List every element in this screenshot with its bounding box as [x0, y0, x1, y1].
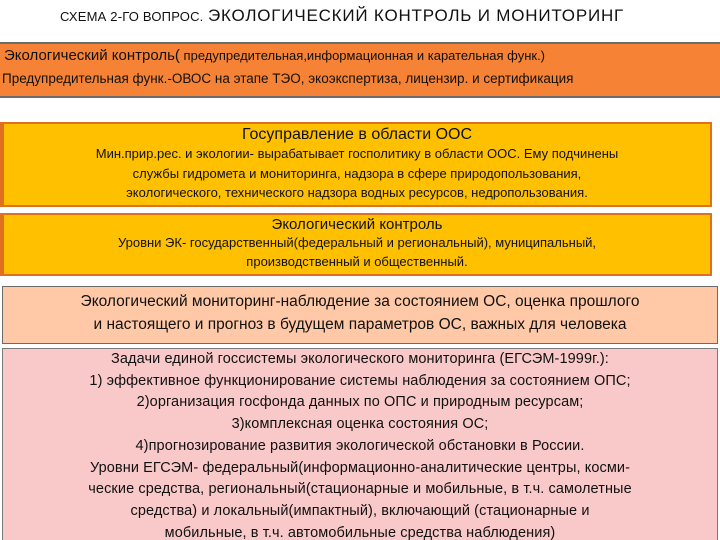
- monitoring-definition-block: [2, 286, 718, 344]
- text-line: 4)прогнозирование развития экологической обстановки в России.: [135, 437, 585, 454]
- title-main: ЭКОЛОГИЧЕСКИЙ КОНТРОЛЬ И МОНИТОРИНГ: [207, 6, 625, 25]
- text-line: Задачи единой госсистемы экологического мониторинга (ЕГСЭМ-1999г.):: [111, 351, 609, 367]
- control-levels-text: [4, 233, 710, 271]
- text-line: 3)комплексная оценка состояния ОС;: [231, 416, 489, 433]
- egsem-tasks-text: [3, 349, 717, 540]
- egsem-tasks-block: [2, 348, 718, 540]
- text-line: мобильные, в т.ч. автомобильные средства наблюдения): [164, 524, 556, 540]
- control-functions-block: [0, 42, 720, 98]
- text-line: Уровни ЭК- государственный(федеральный и региональный), муниципальный,: [117, 235, 597, 250]
- gov-management-text: [4, 144, 710, 203]
- gov-management-block: [0, 122, 712, 207]
- control-functions-title: Экологический контроль(: [4, 47, 180, 64]
- text-line: экологического, технического надзора водных ресурсов, недропользования.: [126, 185, 588, 200]
- control-functions-line: [4, 47, 545, 64]
- preventive-function-line: Предупредительная функ.-ОВОС на этапе ТЭО, экоэкспертиза, лицензир. и сертификация: [2, 71, 574, 86]
- text-line: ческие средства, региональный(стационарные и мобильные, в т.ч. самолетные: [88, 481, 632, 498]
- title-prefix: СХЕМА 2-ГО ВОПРОС.: [60, 9, 204, 24]
- text-line: Мин.прир.рес. и экологии- вырабатывает госполитику в области ООС. Ему подчинены: [95, 146, 619, 161]
- text-line: Уровни ЕГСЭМ- федеральный(информационно-аналитические центры, косми-: [89, 459, 631, 476]
- control-levels-block: [0, 213, 712, 276]
- monitoring-definition-text: [3, 290, 717, 336]
- text-line: производственный и общественный.: [246, 254, 468, 269]
- text-line: службы гидромета и мониторинга, надзора в сфере природопользования,: [132, 165, 582, 181]
- text-line: и настоящего и прогноз в будущем параметров ОС, важных для человека: [93, 316, 627, 333]
- text-line: Экологический мониторинг-наблюдение за состоянием ОС, оценка прошлого: [80, 293, 640, 310]
- gov-management-heading: Госуправление в области ООС: [241, 126, 473, 143]
- text-line: 1) эффективное функционирование системы наблюдения за состоянием ОПС;: [89, 372, 631, 389]
- control-levels-heading: Экологический контроль: [271, 216, 443, 233]
- control-functions-list: предупредительная,информационная и карательная функ.): [179, 48, 546, 63]
- slide-title: [60, 6, 720, 38]
- text-line: средства) и локальный(импактный), включающий (стационарные и: [130, 502, 590, 519]
- text-line: 2)организация госфонда данных по ОПС и природным ресурсам;: [136, 394, 584, 411]
